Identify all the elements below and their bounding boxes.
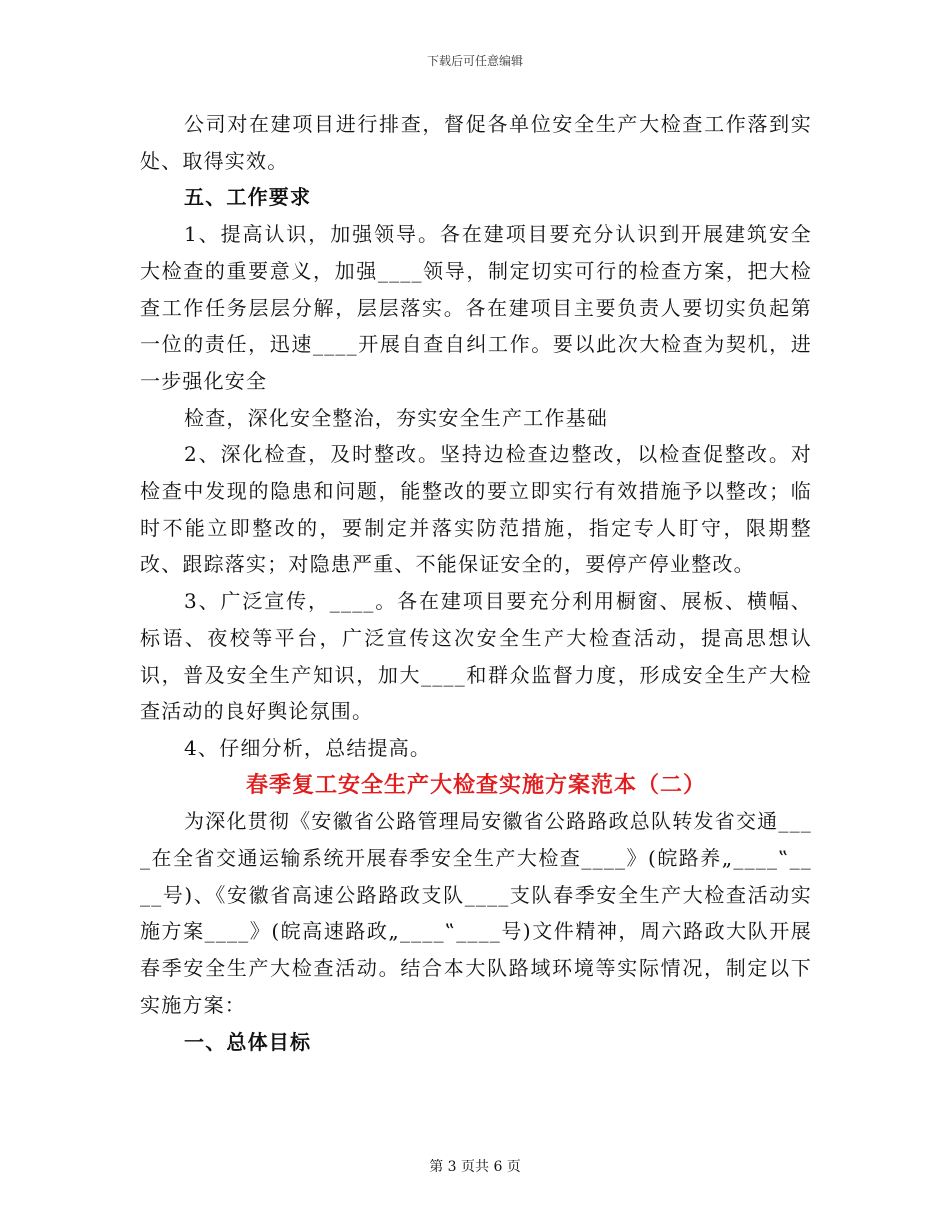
paragraph-item-1-continued: 检查，深化安全整治，夯实安全生产工作基础 <box>184 405 608 430</box>
paragraph-item-2: 2、深化检查，及时整改。坚持边检查边整改，以检查促整改。对检查中发现的隐患和问题，能整改的要立即实行有效措施予以整改；临时不能立即整改的，要制定并落实防范措施，指定专人盯守，限期整改、跟踪落实；对隐患严重、不能保证安全的，要停产停业整改。 <box>140 442 812 577</box>
page-footer: 第 3 页共 6 页 <box>429 1159 521 1175</box>
page-header: 下载后可任意编辑 <box>426 54 523 68</box>
paragraph-item-3: 3、广泛宣传，____。各在建项目要充分利用橱窗、展板、横幅、标语、夜校等平台，广泛宣传这次安全生产大检查活动，提高思想认识，普及安全生产知识，加大____和群众监督力度，形成安全生产大检查活动的良好舆论氛围。 <box>140 589 812 724</box>
section-heading-overall-goal: 一、总体目标 <box>184 1029 312 1054</box>
paragraph-intro: 公司对在建项目进行排查，督促各单位安全生产大检查工作落到实处、取得实效。 <box>140 112 812 173</box>
paragraph-item-1: 1、提高认识，加强领导。各在建项目要充分认识到开展建筑安全大检查的重要意义，加强____领导，制定切实可行的检查方案，把大检查工作任务层层分解，层层落实。各在建项目主要负责人要切实负起第一位的责任，迅速____开展自查自纠工作。要以此次大检查为契机，进一步强化安全 <box>140 222 812 393</box>
section-heading-work-requirements: 五、工作要求 <box>184 185 312 210</box>
document-title: 春季复工安全生产大检查实施方案范本（二） <box>245 771 706 798</box>
document-body <box>140 106 812 1060</box>
paragraph-plan-intro: 为深化贯彻《安徽省公路管理局安徽省公路路政总队转发省交通____在全省交通运输系统开展春季安全生产大检查____》(皖路养„____‟____号)、《安徽省高速公路路政支队____支队春季安全生产大检查活动实施方案____》(皖高速路政„____‟____号)文件精神，周六路政大队开展春季安全生产大检查活动。结合本大队路域环境等实际情况，制定以下实施方案： <box>140 809 812 1017</box>
paragraph-item-4: 4、仔细分析，总结提高。 <box>184 735 432 760</box>
